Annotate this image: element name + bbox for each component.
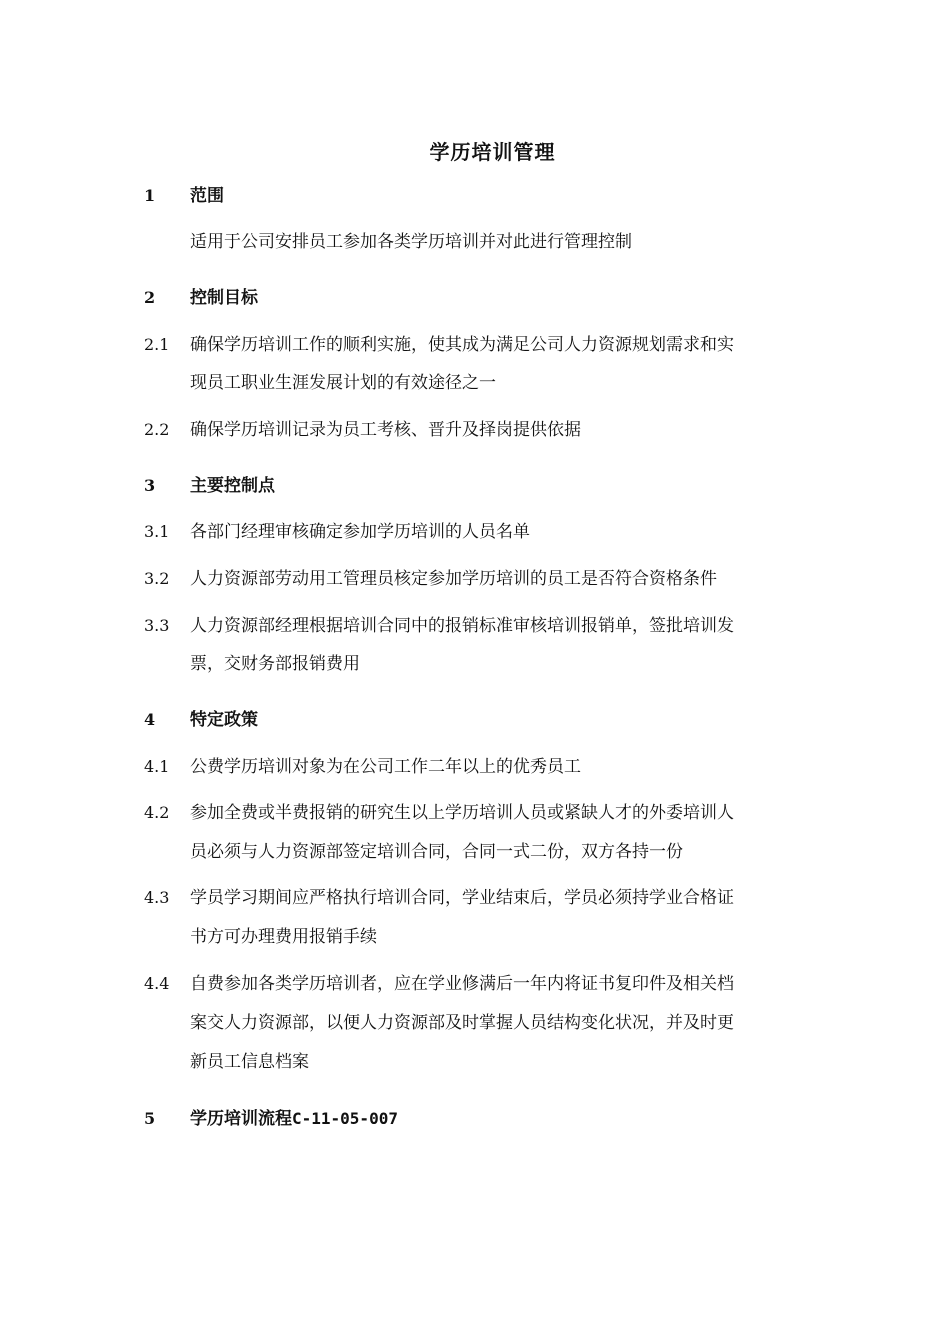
- item-4-2-number: 4.2: [144, 803, 170, 822]
- item-2-1-line-1: 确保学历培训工作的顺利实施，使其成为满足公司人力资源规划需求和实: [190, 335, 734, 355]
- item-4-4-line-1: 自费参加各类学历培训者，应在学业修满后一年内将证书复印件及相关档: [190, 974, 734, 994]
- item-4-1-number: 4.1: [144, 757, 170, 776]
- item-4-3-number: 4.3: [144, 888, 170, 907]
- item-4-4-line-3: 新员工信息档案: [190, 1052, 309, 1072]
- item-3-3-number: 3.3: [144, 616, 170, 635]
- section-1-body: 适用于公司安排员工参加各类学历培训并对此进行管理控制: [190, 232, 632, 252]
- item-4-3-line-2: 书方可办理费用报销手续: [190, 927, 377, 947]
- item-3-2-number: 3.2: [144, 569, 170, 588]
- section-3-heading: 主要控制点: [190, 476, 275, 496]
- item-3-3-line-2: 票，交财务部报销费用: [190, 654, 360, 674]
- item-2-1-line-2: 现员工职业生涯发展计划的有效途径之一: [190, 373, 496, 393]
- item-2-1-number: 2.1: [144, 335, 170, 354]
- flow-document-code: C-11-05-007: [292, 1109, 398, 1128]
- section-5-heading-text: 学历培训流程: [190, 1109, 292, 1129]
- section-1-number: 1: [144, 186, 156, 205]
- document-title: 学历培训管理: [429, 140, 556, 164]
- item-4-2-line-1: 参加全费或半费报销的研究生以上学历培训人员或紧缺人才的外委培训人: [190, 803, 734, 823]
- item-2-2-line-1: 确保学历培训记录为员工考核、晋升及择岗提供依据: [190, 420, 581, 440]
- section-1-heading: 范围: [190, 186, 224, 206]
- item-4-4-number: 4.4: [144, 974, 170, 993]
- section-2-heading: 控制目标: [190, 288, 258, 308]
- item-4-1-line-1: 公费学历培训对象为在公司工作二年以上的优秀员工: [190, 757, 581, 777]
- section-3-number: 3: [144, 476, 156, 495]
- section-2-number: 2: [144, 288, 156, 307]
- section-4-heading: 特定政策: [190, 710, 258, 730]
- item-2-2-number: 2.2: [144, 420, 170, 439]
- item-3-2-line-1: 人力资源部劳动用工管理员核定参加学历培训的员工是否符合资格条件: [190, 569, 717, 589]
- section-4-number: 4: [144, 710, 156, 729]
- section-5-heading: [190, 1107, 398, 1131]
- item-4-4-line-2: 案交人力资源部，以便人力资源部及时掌握人员结构变化状况，并及时更: [190, 1013, 734, 1033]
- item-4-2-line-2: 员必须与人力资源部签定培训合同，合同一式二份，双方各持一份: [190, 842, 683, 862]
- item-3-1-number: 3.1: [144, 522, 170, 541]
- item-3-3-line-1: 人力资源部经理根据培训合同中的报销标准审核培训报销单，签批培训发: [190, 616, 734, 636]
- item-4-3-line-1: 学员学习期间应严格执行培训合同，学业结束后，学员必须持学业合格证: [190, 888, 734, 908]
- section-5-number: 5: [144, 1109, 156, 1128]
- item-3-1-line-1: 各部门经理审核确定参加学历培训的人员名单: [190, 522, 530, 542]
